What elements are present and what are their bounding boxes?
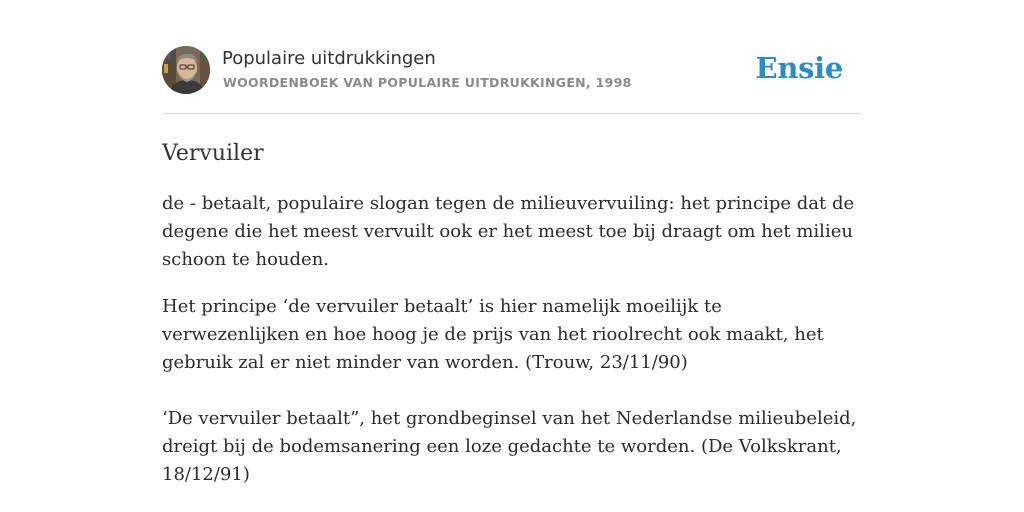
quote-spacer bbox=[162, 377, 862, 405]
quote-text: ‘De vervuiler betaalt”, het grondbeginsel van het Nederlandse milieubeleid, dreigt bij de bodemsanering een loze gedachte te worden. (De Volkskrant, 18/12/91) bbox=[162, 408, 857, 485]
avatar[interactable] bbox=[162, 46, 210, 94]
brand-logo[interactable]: Ensie bbox=[755, 51, 843, 85]
entry-card bbox=[162, 46, 862, 489]
author-portrait-icon bbox=[162, 46, 210, 94]
definition-text: de - betaalt, populaire slogan tegen de milieuvervuiling: het principe dat de degene die het meest vervuilt ook er het meest toe bij draagt om het milieu schoon te houden. bbox=[162, 193, 855, 270]
quotes-block bbox=[162, 293, 862, 489]
page-title: Vervuiler bbox=[162, 141, 264, 166]
quote-text: Het principe ‘de vervuiler betaalt’ is hier namelijk moeilijk te verwezenlijken en hoe hoog je de prijs van het rioolrecht ook maakt, het gebruik zal er niet minder van worden. (Trouw, 23/11/90) bbox=[162, 296, 824, 373]
source-header bbox=[162, 46, 862, 114]
source-title[interactable]: Populaire uitdrukkingen bbox=[222, 48, 436, 69]
source-subtitle: WOORDENBOEK VAN POPULAIRE UITDRUKKINGEN, 1998 bbox=[223, 75, 632, 90]
